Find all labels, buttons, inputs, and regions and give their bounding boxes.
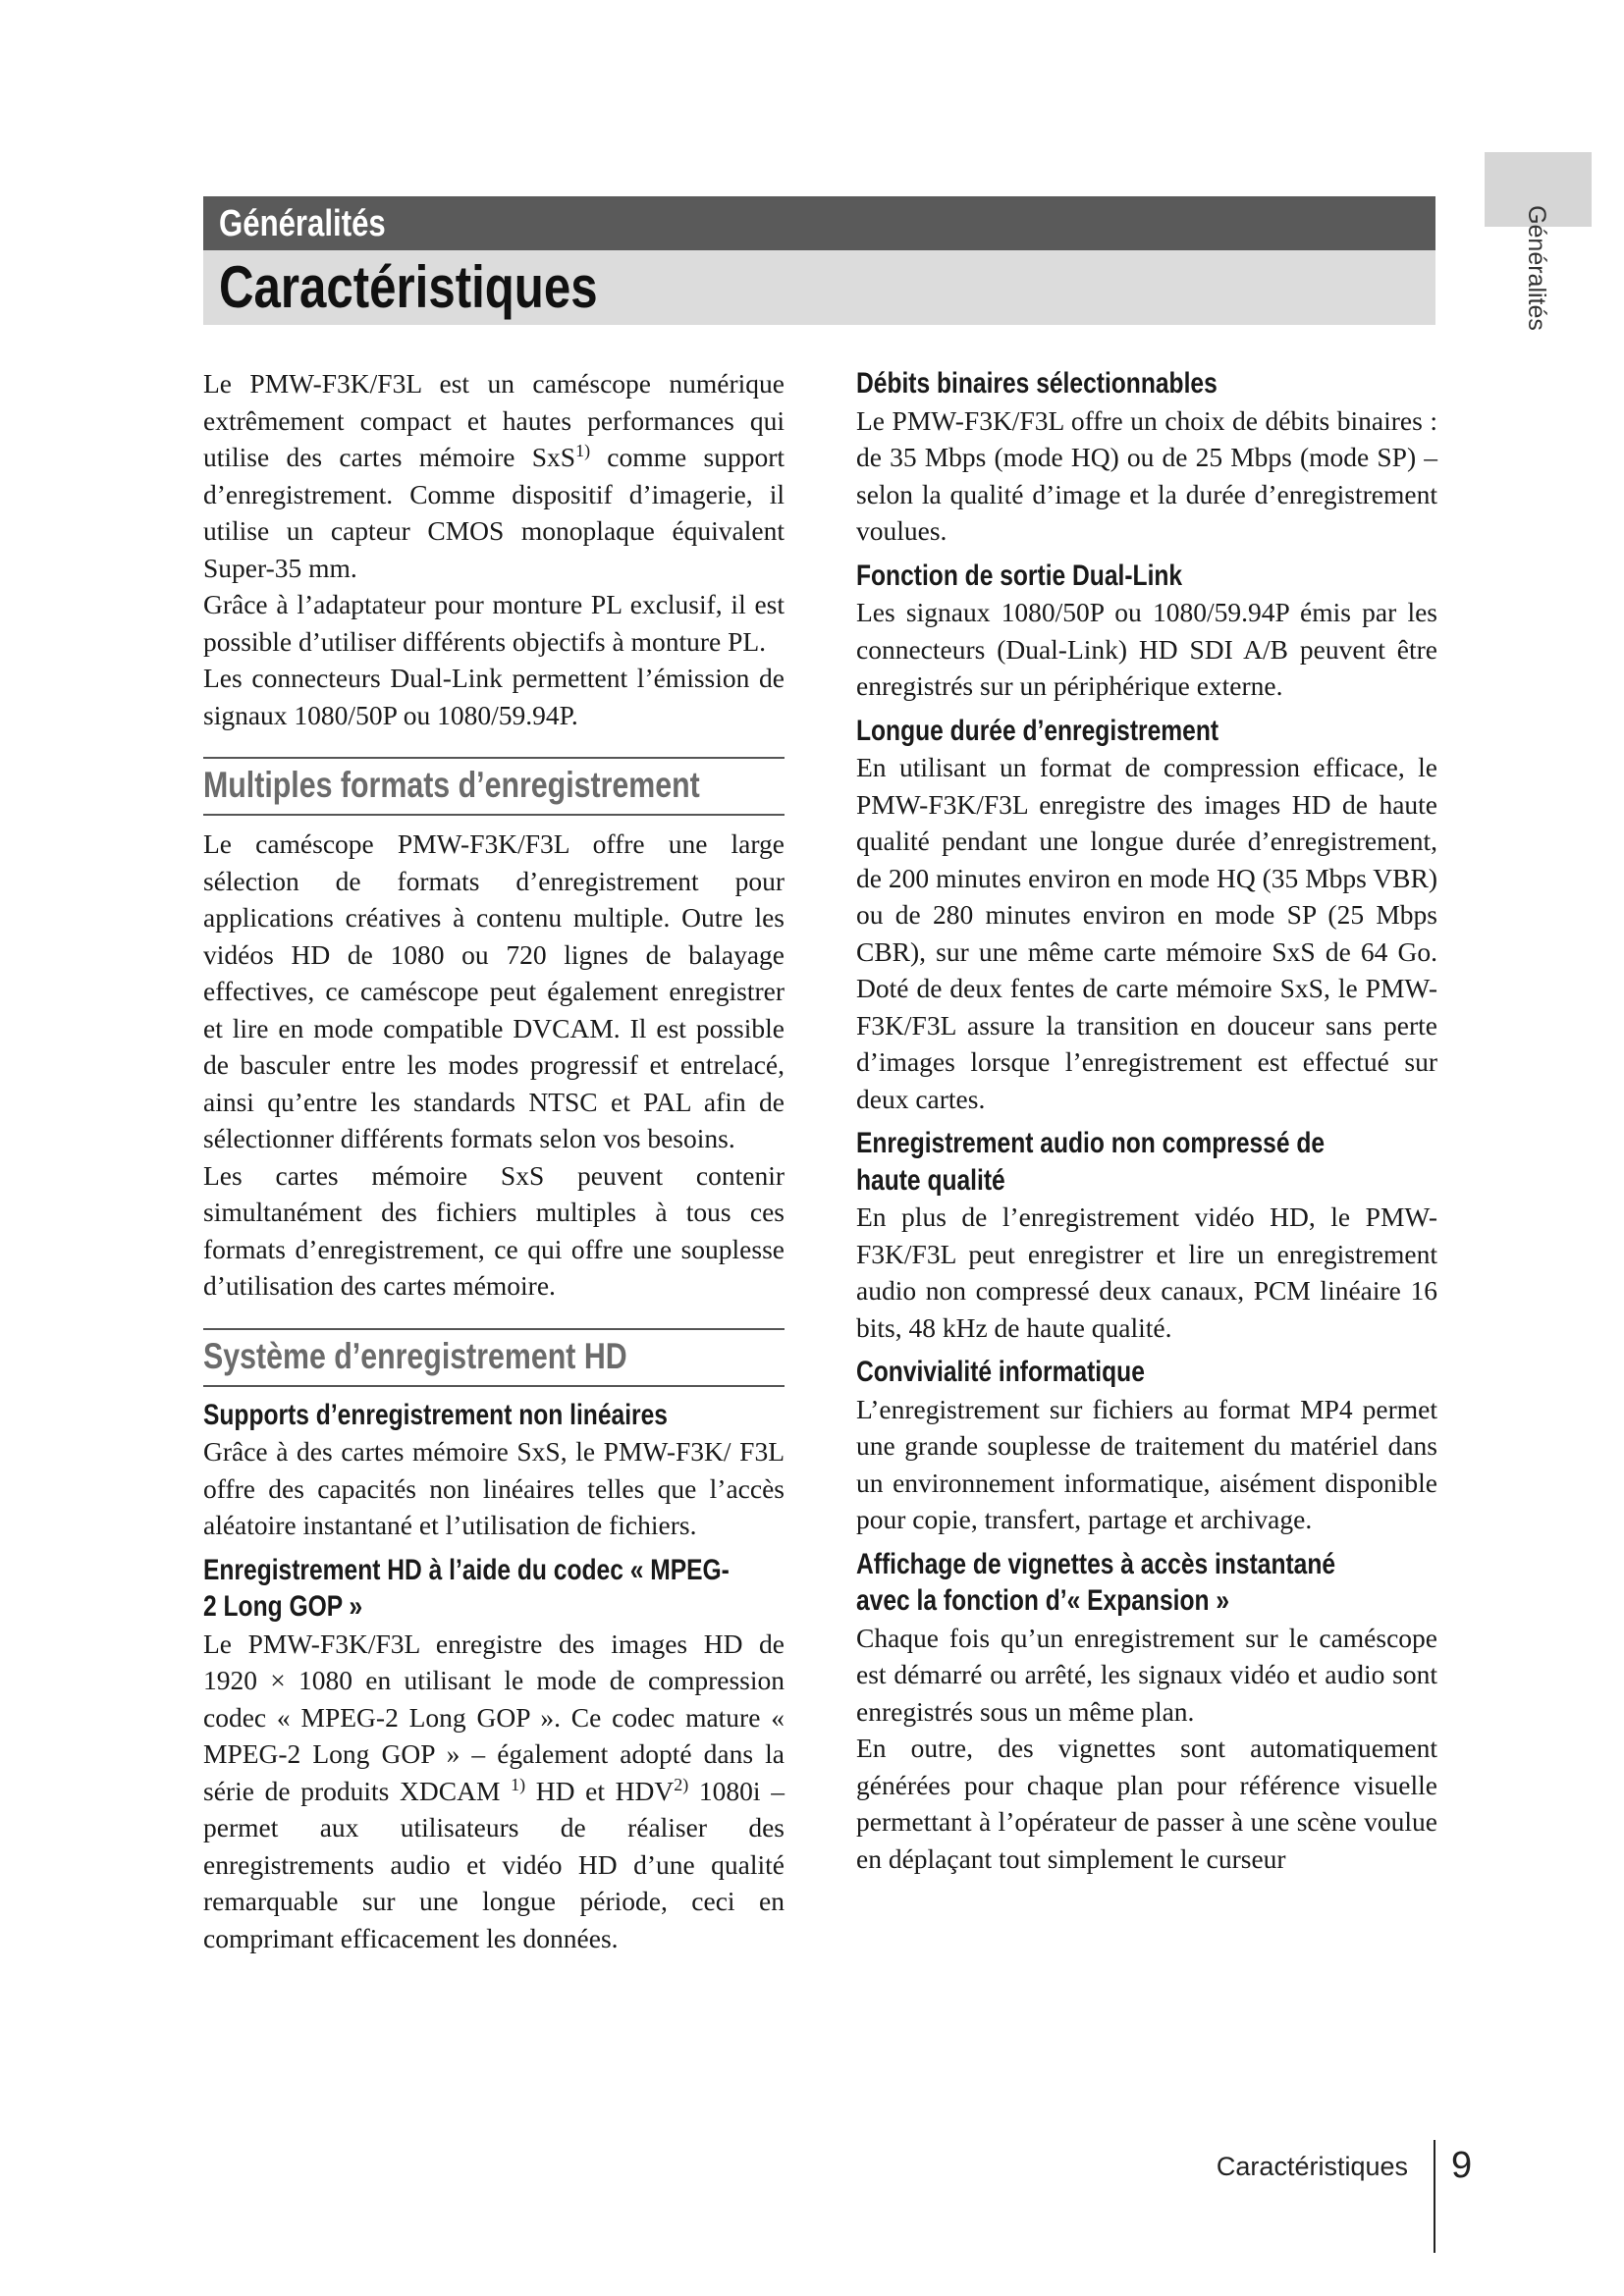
page-number: 9 — [1451, 2145, 1473, 2186]
subheading-bitrates: Débits binaires sélectionnables — [856, 367, 1218, 400]
side-tab-label: Généralités — [1523, 205, 1550, 331]
subheading-long-duration: Longue durée d’enregistrement — [856, 714, 1219, 747]
intro-paragraph-pl: Grâce à l’adaptateur pour monture PL exclusif, il est possible d’utiliser différents objectifs à monture PL. — [203, 589, 785, 657]
intro-paragraph: Le PMW-F3K/F3L est un caméscope numérique extrêmement compact et hautes performances qui utilise des cartes mémoire SxS$^{1)}$ comme support d’enregistrement. Comme dispositif d’imagerie, il utilise un capteur CMOS monoplaque équivalent Super-35 mm. — [203, 368, 785, 583]
heading-multiple-formats: Multiples formats d’enregistrement — [203, 757, 785, 816]
footer-divider — [1434, 2140, 1435, 2253]
subheading-audio: Enregistrement audio non compressé de haute qualité — [856, 1127, 1326, 1197]
nonlinear-paragraph: Grâce à des cartes mémoire SxS, le PMW-F3K/ F3L offre des capacités non linéaires telles que l’accès aléatoire instantané et l’utilisation de fichiers. — [203, 1436, 785, 1540]
thumbnails-paragraph: Chaque fois qu’un enregistrement sur le caméscope est démarré ou arrêté, les signaux vidéo et audio sont enregistrés sous un même plan. — [856, 1622, 1437, 1727]
section-header-bar — [203, 196, 1435, 250]
it-friendly-paragraph: L’enregistrement sur fichiers au format MP4 permet une grande souplesse de traitement du matériel dans un environnement informatique, aisément disponible pour copie, transfert, partage et archivage. — [856, 1393, 1437, 1534]
right-column — [856, 365, 1437, 1877]
section-label: Généralités — [219, 203, 386, 244]
formats-paragraph-2: Les cartes mémoire SxS peuvent contenir simultanément des fichiers multiples à tous ces formats d’enregistrement, ce qui offre une souplesse d’utilisation des cartes mémoire. — [203, 1159, 785, 1301]
subheading-it-friendly: Convivialité informatique — [856, 1356, 1145, 1388]
mpeg2-paragraph: Le PMW-F3K/F3L enregistre des images HD de 1920 × 1080 en utilisant le mode de compression codec « MPEG-2 Long GOP ». Ce codec mature « MPEG-2 Long GOP » – également adopté dans la série de produits XDCAM $^{1)}$ HD et HDV$^{2)}$ 1080i – permet aux utilisateurs de réaliser des enregistrements audio et vidéo HD d’une qualité remarquable sur une longue période, ceci en comprimant efficacement les données. — [203, 1628, 785, 1953]
subheading-duallink: Fonction de sortie Dual-Link — [856, 559, 1183, 592]
page-title: Caractéristiques — [219, 254, 598, 320]
bitrates-paragraph: Le PMW-F3K/F3L offre un choix de débits binaires : de 35 Mbps (mode HQ) ou de 25 Mbps (mode SP) – selon la qualité d’image et la durée d’enregistrement voulues. — [856, 404, 1437, 546]
formats-paragraph: Le caméscope PMW-F3K/F3L offre une large sélection de formats d’enregistrement pour applications créatives à contenu multiple. Outre les vidéos HD de 1080 ou 720 lignes de balayage effectives, ce caméscope peut également enregistrer et lire en mode compatible DVCAM. Il est possible de basculer entre les modes progressif et entrelacé, ainsi qu’entre les standards NTSC et PAL afin de sélectionner différents formats selon vos besoins. — [203, 828, 785, 1153]
subheading-nonlinear: Supports d’enregistrement non linéaires — [203, 1398, 668, 1431]
audio-paragraph: En plus de l’enregistrement vidéo HD, le PMW-F3K/F3L peut enregistrer et lire un enregistrement audio non compressé deux canaux, PCM linéaire 16 bits, 48 kHz de haute qualité. — [856, 1201, 1437, 1343]
footer-title: Caractéristiques — [1216, 2152, 1408, 2181]
duallink-paragraph: Les signaux 1080/50P ou 1080/59.94P émis par les connecteurs (Dual-Link) HD SDI A/B peuvent être enregistrés sur un périphérique externe. — [856, 597, 1437, 701]
heading-hd-system: Système d’enregistrement HD — [203, 1328, 785, 1387]
subheading-mpeg2: Enregistrement HD à l’aide du codec « MPEG-2 Long GOP » — [203, 1553, 730, 1623]
thumbnails-paragraph-2: En outre, des vignettes sont automatiquement générées pour chaque plan pour référence visuelle permettant à l’opérateur de passer à une scène voulue en déplaçant tout simplement le curseur — [856, 1733, 1437, 1874]
subheading-thumbnails: Affichage de vignettes à accès instantané avec la fonction d’« Expansion » — [856, 1547, 1336, 1617]
long-duration-paragraph: En utilisant un format de compression efficace, le PMW-F3K/F3L enregistre des images HD de haute qualité pendant une longue durée d’enregistrement, de 200 minutes environ en mode HQ (35 Mbps VBR) ou de 280 minutes environ en mode SP (25 Mbps CBR), sur une même carte mémoire SxS de 64 Go. Doté de deux fentes de carte mémoire SxS, le PMW-F3K/F3L assure la transition en douceur sans perte d’images lorsque l’enregistrement est effectué sur deux cartes. — [856, 752, 1437, 1114]
intro-paragraph-duallink: Les connecteurs Dual-Link permettent l’émission de signaux 1080/50P ou 1080/59.94P. — [203, 663, 785, 730]
left-column — [203, 365, 785, 1956]
